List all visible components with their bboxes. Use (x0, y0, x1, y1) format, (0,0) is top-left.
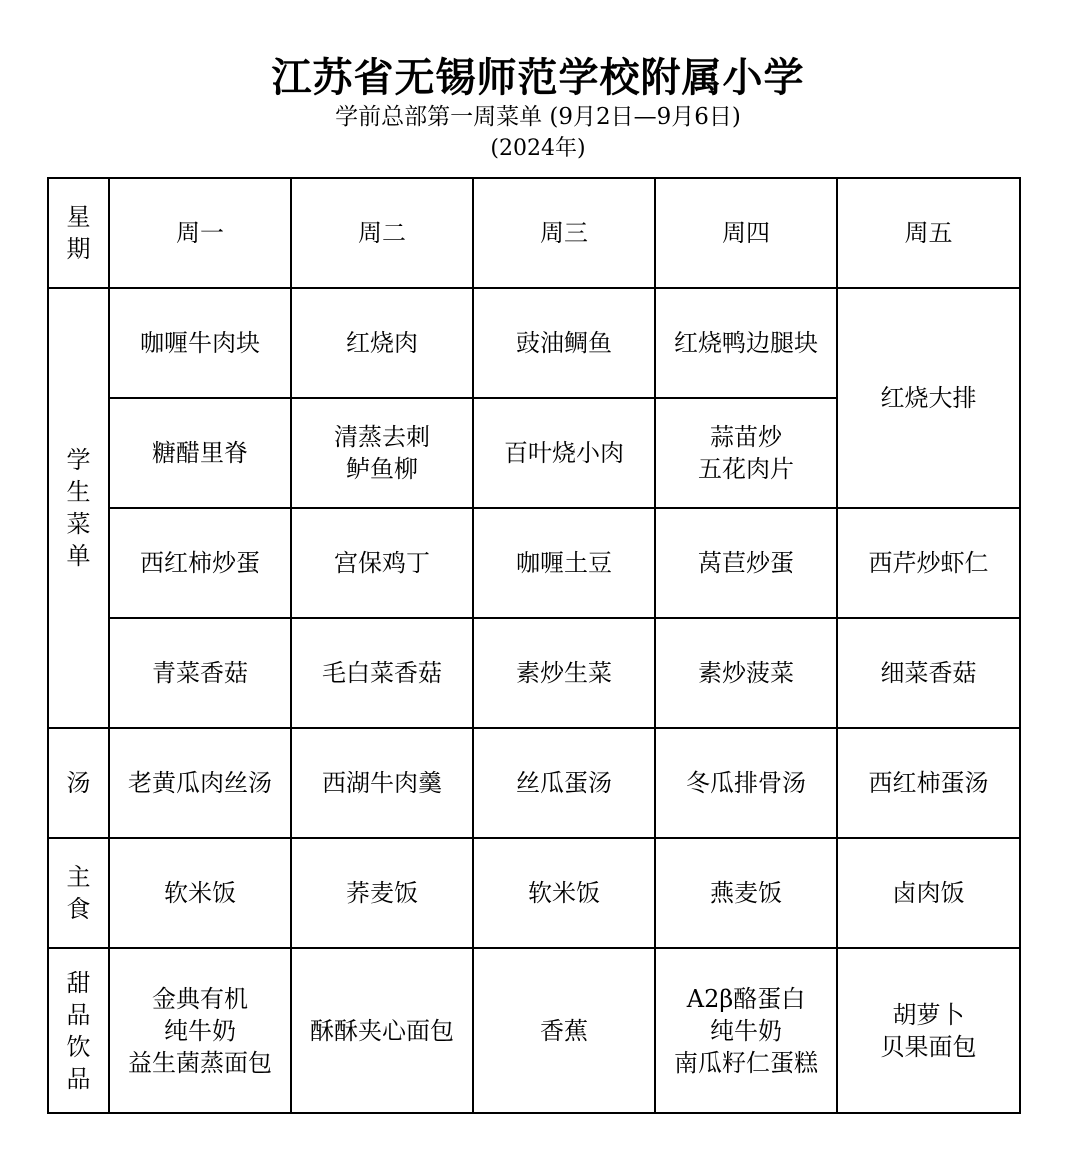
dish-line: 糖醋里脊 (152, 439, 248, 467)
soup-cell: 西红柿蛋汤 (837, 728, 1020, 838)
dish-cell: 青菜香菇 (109, 618, 291, 728)
staple-cell: 燕麦饭 (655, 838, 837, 948)
dish-cell: 红烧鸭边腿块 (655, 288, 837, 398)
soup-label: 汤 (66, 769, 91, 797)
dish-cell: 西芹炒虾仁 (837, 508, 1020, 618)
dish-cell: 宫保鸡丁 (291, 508, 473, 618)
corner-cell (48, 178, 109, 288)
dessert-line: 香蕉 (540, 1016, 588, 1045)
page-subtitle: 学前总部第一周菜单 (9月2日—9月6日) (335, 104, 741, 130)
staple-cell: 卤肉饭 (837, 838, 1020, 948)
dessert-cell (655, 948, 837, 1113)
dish-cell: 西红柿炒蛋 (109, 508, 291, 618)
soup-cell: 冬瓜排骨汤 (655, 728, 837, 838)
soup-cell: 丝瓜蛋汤 (473, 728, 655, 838)
day-header: 周三 (473, 178, 655, 288)
table-header-row (48, 178, 1020, 288)
dish-cell: 莴苣炒蛋 (655, 508, 837, 618)
table-row (48, 618, 1020, 728)
dessert-line: 益生菌蒸面包 (128, 1048, 272, 1077)
day-header: 周五 (837, 178, 1020, 288)
page-title: 江苏省无锡师范学校附属小学 (271, 54, 805, 101)
dish-line: 蒜苗炒 (710, 423, 782, 451)
day-header: 周四 (655, 178, 837, 288)
dish-line: 五花肉片 (698, 455, 794, 483)
dish-cell: 豉油鲷鱼 (473, 288, 655, 398)
staple-label: 主食 (66, 863, 91, 923)
dessert-header (48, 948, 109, 1113)
weekly-menu-table (47, 177, 1021, 1114)
table-row (48, 508, 1020, 618)
dish-line: 清蒸去刺 (334, 423, 430, 451)
dessert-line: 南瓜籽仁蛋糕 (674, 1048, 818, 1077)
dish-cell: 毛白菜香菇 (291, 618, 473, 728)
day-header: 周二 (291, 178, 473, 288)
dessert-cell (473, 948, 655, 1113)
staple-cell: 软米饭 (109, 838, 291, 948)
staple-row (48, 838, 1020, 948)
day-header: 周一 (109, 178, 291, 288)
dish-cell: 咖喱土豆 (473, 508, 655, 618)
soup-header (48, 728, 109, 838)
dessert-line: 酥酥夹心面包 (310, 1016, 454, 1045)
soup-row (48, 728, 1020, 838)
dessert-cell (109, 948, 291, 1113)
dish-cell: 素炒生菜 (473, 618, 655, 728)
dessert-cell (837, 948, 1020, 1113)
dish-cell: 红烧肉 (291, 288, 473, 398)
staple-header (48, 838, 109, 948)
menu-year: (2024年) (490, 136, 586, 161)
dessert-cell (291, 948, 473, 1113)
dessert-line: 纯牛奶 (710, 1016, 782, 1045)
dish-line: 鲈鱼柳 (346, 455, 418, 483)
dish-cell (291, 398, 473, 508)
dessert-line: 贝果面包 (880, 1032, 977, 1061)
dessert-line: 胡萝卜 (892, 1000, 965, 1029)
dessert-label: 甜品饮品 (66, 968, 91, 1093)
staple-cell: 荞麦饭 (291, 838, 473, 948)
dessert-line: 金典有机 (152, 984, 248, 1013)
dessert-line: 纯牛奶 (164, 1016, 236, 1045)
dish-line: 百叶烧小肉 (504, 439, 624, 467)
dish-cell: 细菜香菇 (837, 618, 1020, 728)
dessert-row (48, 948, 1020, 1113)
dish-cell: 咖喱牛肉块 (109, 288, 291, 398)
table-row (48, 288, 1020, 398)
corner-label: 星期 (66, 203, 91, 263)
dish-cell (473, 398, 655, 508)
soup-cell: 老黄瓜肉丝汤 (109, 728, 291, 838)
dish-cell (655, 398, 837, 508)
dish-cell (109, 398, 291, 508)
soup-cell: 西湖牛肉羹 (291, 728, 473, 838)
student-menu-header (48, 288, 109, 728)
dessert-line: A2β酪蛋白 (686, 984, 806, 1013)
student-menu-label: 学生菜单 (66, 446, 91, 570)
dish-cell: 素炒菠菜 (655, 618, 837, 728)
staple-cell: 软米饭 (473, 838, 655, 948)
dish-cell-merged: 红烧大排 (837, 288, 1020, 508)
